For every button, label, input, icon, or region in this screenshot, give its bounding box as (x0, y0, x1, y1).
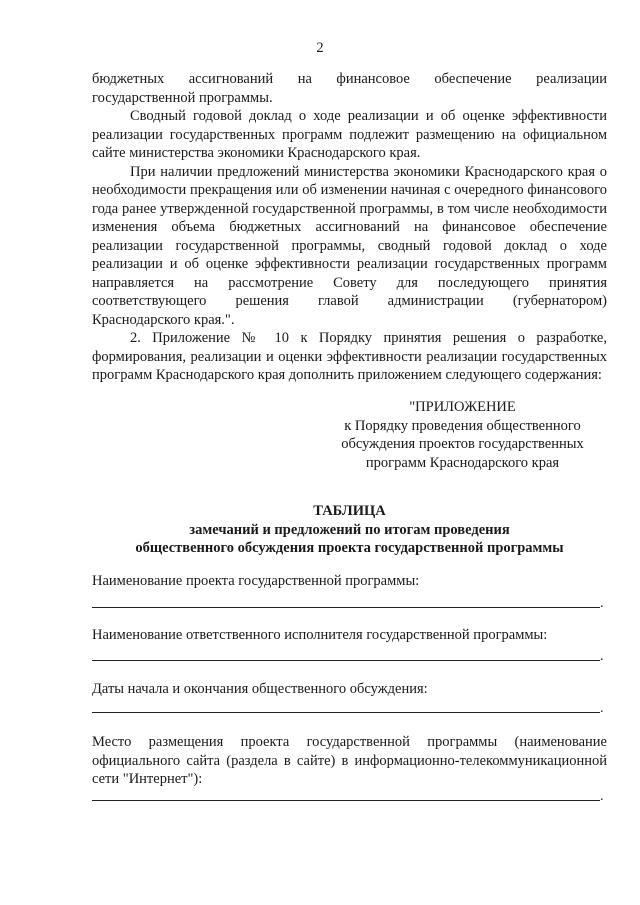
table-heading (92, 502, 607, 558)
table-heading-subtitle: замечаний и предложений по итогам проведения (189, 521, 510, 538)
appendix-line: обсуждения проектов государственных (341, 436, 584, 452)
appendix-title: "ПРИЛОЖЕНИЕ (409, 399, 516, 415)
field-label-location: Место размещения проекта государственной программы (наименование официального сайта (раздела в сайте) в информационно-телекоммуникационной сети "Интернет"): (92, 734, 607, 787)
fill-line-end: . (600, 596, 604, 611)
field-label-project-name: Наименование проекта государственной программы: (92, 573, 420, 589)
table-heading-title: ТАБЛИЦА (313, 503, 386, 519)
appendix-header (320, 398, 605, 472)
fill-line (92, 660, 600, 661)
page-number: 2 (316, 40, 324, 56)
field-label-executor: Наименование ответственного исполнителя государственной программы: (92, 627, 548, 643)
field-label-dates: Даты начала и окончания общественного обсуждения: (92, 681, 428, 697)
fill-line (92, 712, 600, 713)
fill-line-end: . (600, 789, 604, 804)
appendix-line: к Порядку проведения общественного (344, 417, 581, 434)
fill-line-end: . (600, 649, 604, 664)
paragraph-report-publication: Сводный годовой доклад о ходе реализации и об оценке эффективности реализации государственных программ подлежит размещению на официальном сайте министерства экономики Краснодарского края. (92, 108, 607, 161)
paragraph-continuation: бюджетных ассигнований на финансовое обеспечение реализации государственной программы. (92, 71, 607, 106)
table-heading-subtitle: общественного обсуждения проекта государственной программы (135, 540, 564, 556)
fill-line (92, 607, 600, 608)
fill-line-end: . (600, 701, 604, 716)
body-text (92, 70, 607, 385)
paragraph-proposals: При наличии предложений министерства экономики Краснодарского края о необходимости прекращения или об изменении начиная с очередного финансового года ранее утвержденной государственной программы, в том числе необходимости изменения объема бюджетных ассигнований на финансовое обеспечение реализации государственной программы, сводный годовой доклад о ходе реализации и об оценке эффективности реализации государственных программ направляется на рассмотрение Совету для последующего принятия соответствующего решения главой администрации (губернатором) Краснодарского края.". (92, 163, 607, 328)
appendix-line: программ Краснодарского края (365, 454, 560, 471)
fill-line (92, 800, 600, 801)
paragraph-amendment: 2. Приложение № 10 к Порядку принятия решения о разработке, формирования, реализации и оценки эффективности реализации государственных программ Краснодарского края дополнить приложением следующего содержания: (92, 330, 607, 383)
